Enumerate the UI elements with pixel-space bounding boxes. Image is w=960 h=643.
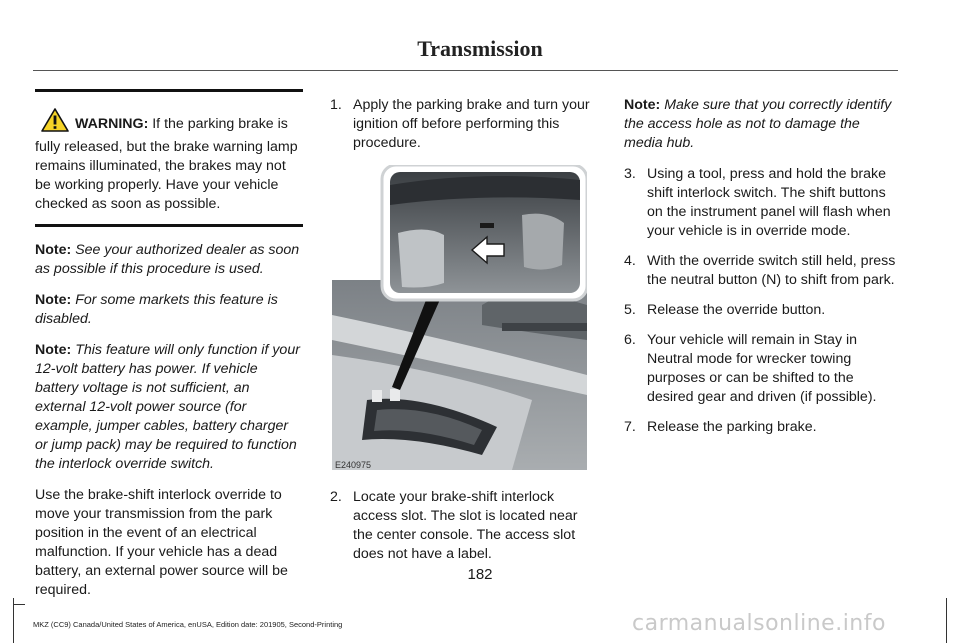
column-left	[35, 89, 303, 612]
step-number: 5.	[624, 302, 636, 318]
step-number: 7.	[624, 419, 636, 435]
list-item	[624, 331, 896, 407]
header-rule	[33, 70, 898, 71]
note-paragraph	[35, 241, 303, 279]
step-number: 3.	[624, 166, 636, 182]
warning-label: WARNING:	[75, 116, 149, 132]
crop-mark	[13, 604, 25, 605]
step-text: Release the override button.	[647, 302, 826, 318]
step-text: Your vehicle will remain in Stay in Neutral mode for wrecker towing purposes or can be shifted to the desired gear and driven (if possible).	[647, 332, 877, 405]
note-paragraph	[35, 291, 303, 329]
watermark: carmanualsonline.info	[632, 611, 886, 636]
warning-triangle-icon	[41, 108, 69, 138]
note-text: See your authorized dealer as soon as possible if this procedure is used.	[35, 242, 300, 277]
step-number: 1.	[330, 97, 342, 113]
list-item	[624, 418, 896, 437]
step-number: 6.	[624, 332, 636, 348]
step-number: 2.	[330, 489, 342, 505]
column-middle	[330, 96, 600, 575]
column-right	[624, 96, 896, 448]
steps-list	[330, 96, 600, 153]
edition-footer: MKZ (CC9) Canada/United States of America, enUSA, Edition date: 201905, Second-Printing	[33, 620, 343, 629]
list-item	[330, 488, 600, 564]
note-text: Make sure that you correctly identify the access hole as not to damage the media hub.	[624, 97, 892, 151]
step-text: Using a tool, press and hold the brake shift interlock switch. The shift buttons on the instrument panel will flash when your vehicle is in override mode.	[647, 166, 891, 239]
body-paragraph: Use the brake-shift interlock override to move your transmission from the park position in the event of an electrical malfunction. If your vehicle has a dead battery, an external power source will be required.	[35, 487, 288, 598]
page-number: 182	[467, 566, 493, 583]
crop-mark	[946, 598, 947, 643]
step-text: With the override switch still held, press the neutral button (N) to shift from park.	[647, 253, 896, 288]
list-item	[624, 252, 896, 290]
list-item	[624, 301, 896, 320]
steps-list	[330, 488, 600, 564]
note-label: Note:	[35, 292, 72, 308]
console-illustration	[332, 165, 587, 475]
list-item	[624, 165, 896, 241]
step-text: Release the parking brake.	[647, 419, 817, 435]
steps-list	[624, 165, 896, 437]
step-text: Locate your brake-shift interlock access slot. The slot is located near the center console. The access slot does not have a label.	[353, 489, 578, 562]
figure-code: E240975	[335, 460, 372, 470]
note-label: Note:	[624, 97, 661, 113]
warning-box	[35, 89, 303, 227]
note-paragraph	[35, 341, 303, 474]
note-paragraph	[624, 96, 896, 153]
note-text: For some markets this feature is disabled.	[35, 292, 278, 327]
warning-text: If the parking brake is fully released, but the brake warning lamp remains illuminated, the brakes may not be working properly. Have your vehicle checked as soon as possible.	[35, 116, 298, 212]
note-text: This feature will only function if your 12-volt battery has power. If vehicle battery voltage is not sufficient, an external 12-volt power source (for example, jumper cables, battery charger or jump pack) may be required to function the interlock override switch.	[35, 342, 300, 472]
list-item	[330, 96, 600, 153]
figure-brake-shift-interlock	[332, 165, 587, 475]
step-text: Apply the parking brake and turn your ignition off before performing this procedure.	[353, 97, 590, 151]
note-label: Note:	[35, 242, 72, 258]
note-label: Note:	[35, 342, 72, 358]
page-title: Transmission	[417, 36, 543, 61]
step-number: 4.	[624, 253, 636, 269]
